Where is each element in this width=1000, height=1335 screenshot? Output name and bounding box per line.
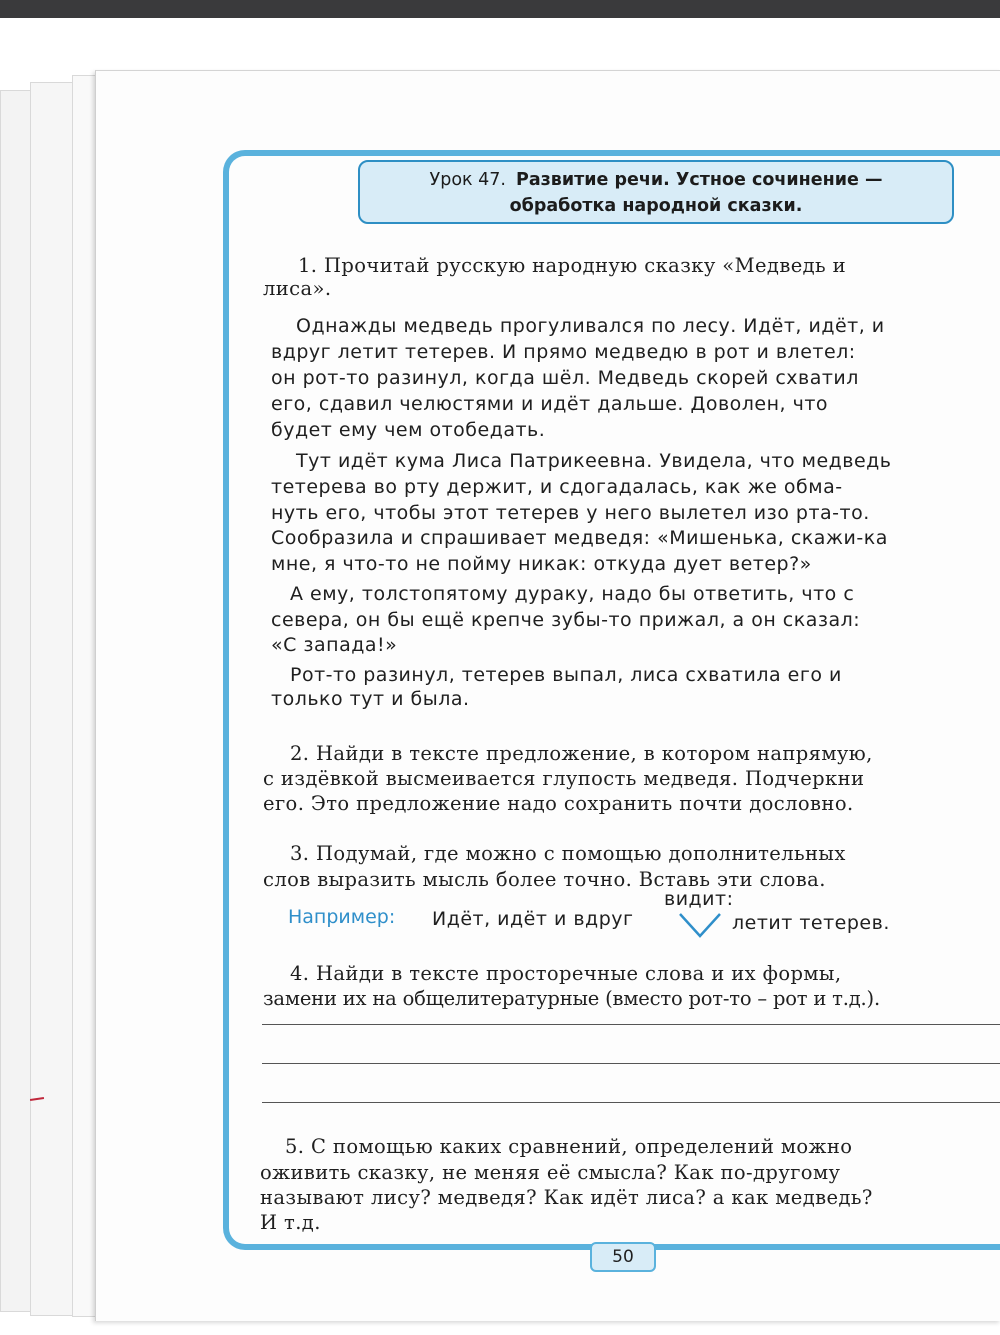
task2-line: 2. Найди в тексте предложение, в котором напрямую, xyxy=(290,742,873,765)
story-line: будет ему чем отобедать. xyxy=(271,419,546,441)
story-line: только тут и была. xyxy=(271,688,470,710)
example-text-before: Идёт, идёт и вдруг xyxy=(432,908,634,930)
answer-line[interactable] xyxy=(262,1024,1000,1025)
story-line: его, сдавил челюстями и идёт дальше. Доволен, что xyxy=(271,393,829,415)
task2-line: его. Это предложение надо сохранить почти дословно. xyxy=(263,792,854,815)
lesson-title: Развитие речи. Устное сочинение — xyxy=(516,170,883,190)
lesson-header xyxy=(358,160,954,224)
story-line: тетерева во рту держит, и сдогадалась, как же обма- xyxy=(271,476,843,498)
task1-line: 1. Прочитай русскую народную сказку «Медведь и xyxy=(298,254,847,277)
story-line: нуть его, чтобы этот тетерев у него вылетел изо рта-то. xyxy=(271,502,870,524)
story-line: Рот-то разинул, тетерев выпал, лиса схватила его и xyxy=(290,664,842,686)
insertion-mark-icon xyxy=(678,912,722,938)
story-line: Однажды медведь прогуливался по лесу. Идёт, идёт, и xyxy=(296,315,885,337)
task5-line: оживить сказку, не меняя её смысла? Как по-другому xyxy=(260,1161,841,1184)
lesson-title-line2 xyxy=(360,193,952,219)
story-line: А ему, толстопятому дураку, надо бы ответить, что с xyxy=(290,583,855,605)
task3-line: слов выразить мысль более точно. Вставь эти слова. xyxy=(263,868,826,891)
task5-line: 5. С помощью каких сравнений, определений можно xyxy=(285,1135,853,1158)
example-label: Например: xyxy=(288,906,396,928)
task4-line: замени их на общелитературные (вместо рот-то – рот и т.д.). xyxy=(263,987,880,1010)
task1-line: лиса». xyxy=(263,277,332,300)
page-stack-edge xyxy=(30,82,77,1316)
story-line: «С запада!» xyxy=(271,634,398,656)
page-number: 50 xyxy=(590,1242,656,1272)
task5-line: И т.д. xyxy=(260,1211,321,1234)
example-text-after: летит тетерев. xyxy=(732,912,890,934)
story-line: вдруг летит тетерев. И прямо медведю в рот и влетел: xyxy=(271,341,856,363)
task4-line: 4. Найди в тексте просторечные слова и их формы, xyxy=(290,962,842,985)
answer-line[interactable] xyxy=(262,1102,1000,1103)
lesson-title-line1 xyxy=(360,167,952,193)
task2-line: с издёвкой высмеивается глупость медведя. Подчеркни xyxy=(263,767,865,790)
story-line: севера, он бы ещё крепче зубы-то прижал, а он сказал: xyxy=(271,609,861,631)
example-insert-word: видит: xyxy=(664,888,734,910)
story-line: Тут идёт кума Лиса Патрикеевна. Увидела, что медведь xyxy=(296,450,892,472)
answer-line[interactable] xyxy=(262,1063,1000,1064)
story-line: он рот-то разинул, когда шёл. Медведь скорей схватил xyxy=(271,367,859,389)
task3-line: 3. Подумай, где можно с помощью дополнительных xyxy=(290,842,846,865)
story-line: мне, я что-то не пойму никак: откуда дует ветер?» xyxy=(271,553,812,575)
lesson-subtitle: обработка народной сказки. xyxy=(509,196,803,216)
scan-top-edge xyxy=(0,0,1000,18)
task5-line: называют лису? медведя? Как идёт лиса? а как медведь? xyxy=(260,1186,873,1209)
story-line: Сообразила и спрашивает медведя: «Мишенька, скажи-ка xyxy=(271,527,888,549)
lesson-number: Урок 47. xyxy=(429,170,506,190)
